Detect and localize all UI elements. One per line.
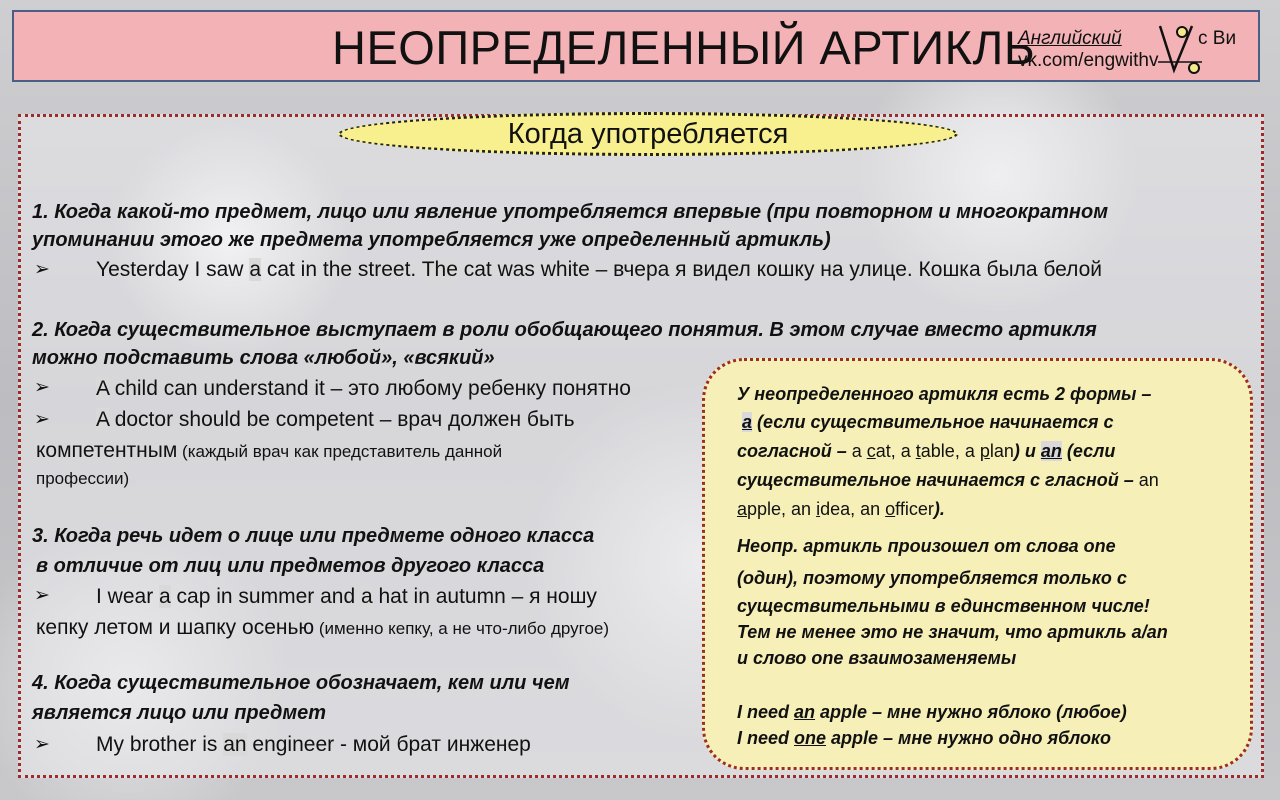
brand-line3: с Ви [1198, 28, 1237, 49]
brand-line2: vk.com/engwithv [1018, 50, 1159, 71]
bullet-arrow-icon: ➢ [34, 377, 50, 398]
sidebox-line1: У неопределенного артикля есть 2 формы – [737, 384, 1152, 404]
text: кепку летом и шапку осенью [36, 616, 315, 639]
article-highlight: A [96, 377, 109, 400]
rule2-example2-cont [36, 437, 502, 466]
text: a [851, 441, 867, 461]
text: компетентным [36, 439, 178, 462]
article-highlight: an [223, 733, 247, 756]
bullet-arrow-icon: ➢ [34, 259, 50, 280]
text: hat in autumn – я ношу [372, 585, 597, 608]
text: (если существительное начинается с [752, 412, 1114, 432]
text: согласной – [737, 441, 852, 461]
text: able, a [920, 441, 980, 461]
rule4-example [96, 731, 531, 759]
text: child can understand it – это любому ребенку понятно [108, 377, 631, 400]
text: cat was white – вчера я видел кошку на улице. Кошка была белой [457, 258, 1103, 281]
text: My brother is [96, 733, 224, 756]
text: ) и [1013, 441, 1041, 461]
text: I wear [96, 585, 160, 608]
text: o [885, 499, 896, 519]
sidebox-p2-line3: существительными в единственном числе! [737, 596, 1150, 616]
header-banner [12, 10, 1260, 82]
sidebox-line5 [737, 496, 945, 523]
bullet-arrow-icon: ➢ [34, 409, 50, 430]
text: I need [737, 728, 795, 748]
text: one [794, 728, 827, 748]
text: p [979, 441, 990, 461]
rule3-example-cont [36, 614, 609, 643]
rule4-heading-line1: 4. Когда существительное обозначает, кем или чем [32, 672, 570, 694]
bullet-arrow-icon: ➢ [34, 734, 50, 755]
rule3-heading-line2: в отличие от лиц или предметов другого класса [36, 555, 545, 577]
text: doctor should be competent – врач должен быть [108, 408, 575, 431]
sidebox-line3 [737, 438, 1115, 465]
info-sidebox [702, 358, 1253, 770]
text: apple – мне нужно одно яблоко [826, 728, 1112, 748]
rule3-example [96, 583, 597, 611]
sidebox-example1 [737, 699, 1127, 726]
article-highlight: The [421, 258, 458, 281]
text: fficer [895, 499, 934, 519]
text: cat in the street. [261, 258, 422, 281]
text: an [1138, 470, 1159, 490]
sidebox-example2 [737, 725, 1111, 752]
text: dea, an [820, 499, 886, 519]
note: (именно кепку, а не что-либо другое) [314, 619, 610, 638]
sidebox-line4 [737, 467, 1159, 494]
rule2-example2-note: профессии) [36, 469, 130, 488]
text: lan [989, 441, 1014, 461]
sidebox-p2-line1: Неопр. артикль произошел от слова one [737, 536, 1116, 556]
text: существительное начинается с гласной – [737, 470, 1139, 490]
brand-v-mark-icon [1158, 22, 1202, 78]
text: I need [737, 702, 795, 722]
text: engineer - мой брат инженер [246, 733, 531, 756]
text: pple, an [747, 499, 817, 519]
rule1-heading-line1: 1. Когда какой-то предмет, лицо или явление употребляется впервые (при повторном и многократном [32, 201, 1109, 223]
brand-logo [1010, 28, 1250, 78]
rule2-example1 [96, 375, 631, 403]
text: apple – мне нужно яблоко (любое) [815, 702, 1127, 722]
text: cap in summer and [170, 585, 361, 608]
sidebox-line2 [737, 409, 1113, 436]
text: an [794, 702, 816, 722]
rule1-heading-line2: упоминании этого же предмета употребляется уже определенный артикль) [32, 229, 831, 251]
bullet-arrow-icon: ➢ [34, 585, 50, 606]
text: c [866, 441, 876, 461]
section-subtitle: Когда употребляется [338, 112, 958, 156]
text: i [816, 499, 821, 519]
text: at, a [875, 441, 916, 461]
rule3-heading-line1: 3. Когда речь идет о лице или предмете одного класса [32, 525, 595, 547]
article-a: a [742, 412, 753, 432]
note: (каждый врач как представитель данной [177, 442, 503, 461]
rule4-heading-line2: является лицо или предмет [32, 702, 327, 724]
page-title: НЕОПРЕДЕЛЕННЫЙ АРТИКЛЬ [332, 21, 1036, 74]
article-highlight: a [249, 258, 261, 281]
text: a [737, 499, 748, 519]
sidebox-p2-line2: (один), поэтому употребляется только с [737, 568, 1127, 588]
text: ). [933, 499, 945, 519]
rule1-example [96, 256, 1102, 284]
article-highlight: A [96, 408, 109, 431]
text: (если [1061, 441, 1116, 461]
rule2-heading-line1: 2. Когда существительное выступает в роли обобщающего понятия. В этом случае вместо артикля [32, 319, 1097, 341]
article-highlight: a [159, 585, 171, 608]
sidebox-p2-line4: Тем не менее это не значит, что артикль a/an [737, 622, 1168, 642]
rule2-heading-line2: можно подставить слова «любой», «всякий» [32, 347, 495, 369]
sidebox-p2-line5: и слово one взаимозаменяемы [737, 648, 1017, 668]
text: t [915, 441, 921, 461]
article-an: an [1040, 441, 1062, 461]
rule2-example2 [96, 406, 575, 434]
text: Yesterday I saw [96, 258, 250, 281]
article-highlight: a [360, 585, 373, 608]
brand-line1: Английский [1018, 28, 1122, 49]
